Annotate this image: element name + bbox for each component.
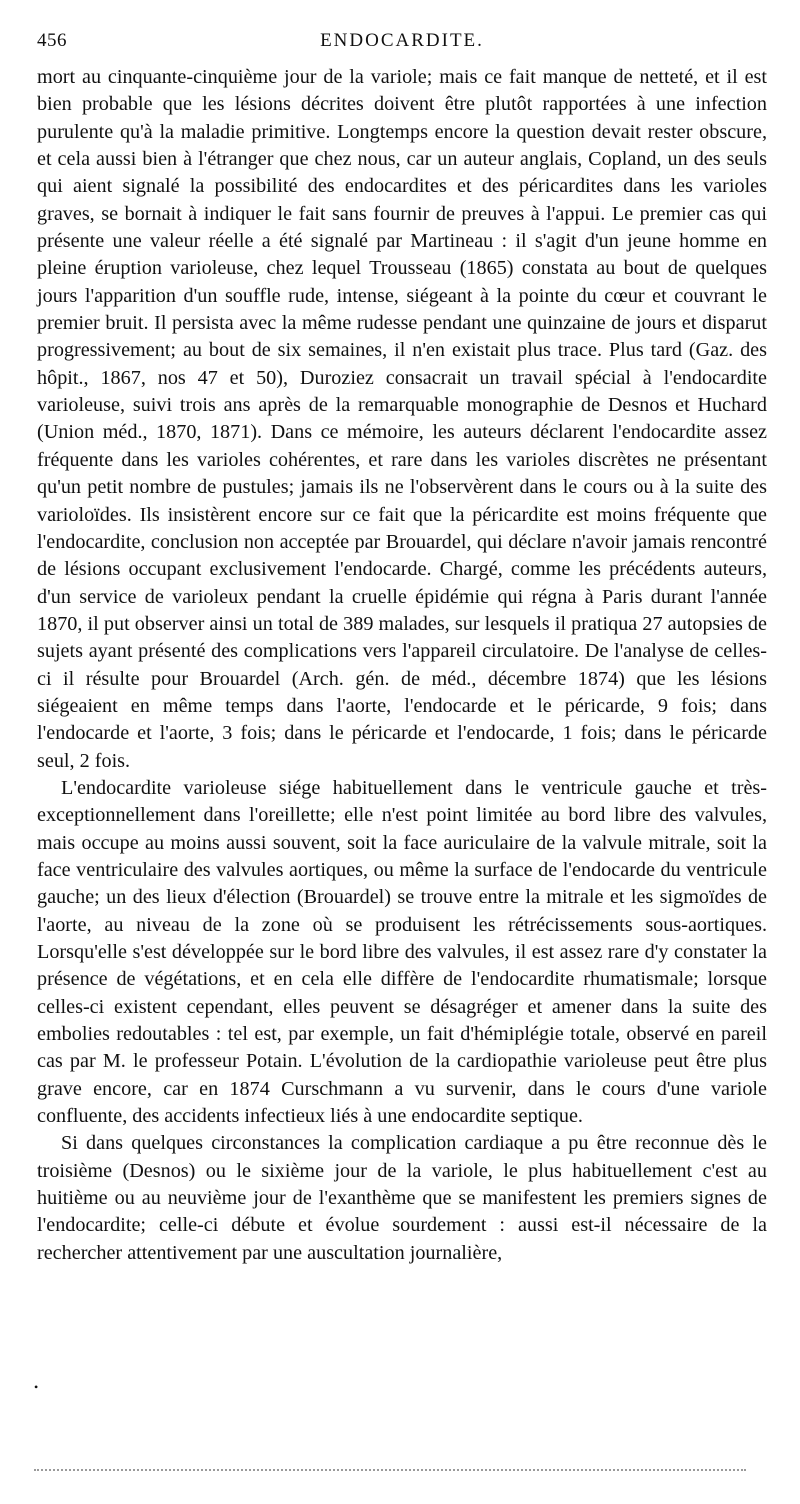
paragraph-2: L'endocardite varioleuse siége habituellement dans le ventricule gauche et très-exceptionnellement dans l'oreillette; elle n'est point limitée au bord libre des valvules, mais occupe au moins aussi souvent, soit la face auriculaire de la valvule mitrale, soit la face ventriculaire des valvules aortiques, ou même la surface de l'endocarde du ventricule gauche; un des lieux d'élection (Brouardel) se trouve entre la mitrale et les sigmoïdes de l'aorte, au niveau de la zone où se produisent les rétrécissements sous-aortiques. Lorsqu'elle s'est développée sur le bord libre des valvules, il est assez rare d'y constater la présence de végétations, et en cela elle diffère de l'endocardite rhumatismale; lorsque celles-ci existent cependant, elles peuvent se désagréger et amener dans la suite des embolies redoutables : tel est, par exemple, un fait d'hémiplégie totale, observé en pareil cas par M. le professeur Potain. L'évolution de la cardiopathie varioleuse peut être plus grave encore, car en 1874 Curschmann a vu survenir, dans le cours d'une variole confluente, des accidents infectieux liés à une endocardite septique. [37,776,767,1128]
running-title: ENDOCARDITE. [320,30,484,51]
stray-bullet-mark: • [34,1380,39,1394]
body-text [37,64,767,1267]
book-page [37,30,767,1267]
page-number: 456 [37,30,67,51]
paragraph-3: Si dans quelques circonstances la complication cardiaque a pu être reconnue dès le troisième (Desnos) ou le sixième jour de la variole, le plus habituellement c'est au huitième ou au neuvième jour de l'exanthème que se manifestent les premiers signes de l'endocardite; celle-ci débute et évolue sourdement : aussi est-il nécessaire de la rechercher attentivement par une auscultation journalière, [37,1132,767,1264]
paragraph-1: mort au cinquante-cinquième jour de la variole; mais ce fait manque de netteté, et il est bien probable que les lésions décrites doivent être plutôt rapportées à une infection purulente qu'à la maladie primitive. Longtemps encore la question devait rester obscure, et cela aussi bien à l'étranger que chez nous, car un auteur anglais, Copland, un des seuls qui aient signalé la possibilité des endocardites et des péricardites dans les varioles graves, se bornait à indiquer le fait sans fournir de preuves à l'appui. Le premier cas qui présente une valeur réelle a été signalé par Martineau : il s'agit d'un jeune homme en pleine éruption varioleuse, chez lequel Trousseau (1865) constata au bout de quelques jours l'apparition d'un souffle rude, intense, siégeant à la pointe du cœur et couvrant le premier bruit. Il persista avec la même rudesse pendant une quinzaine de jours et disparut progressivement; au bout de six semaines, il n'en existait plus trace. Plus tard (Gaz. des hôpit., 1867, nos 47 et 50), Duroziez consacrait un travail spécial à l'endocardite varioleuse, suivi trois ans après de la remarquable monographie de Desnos et Huchard (Union méd., 1870, 1871). Dans ce mémoire, les auteurs déclarent l'endocardite assez fréquente dans les varioles cohérentes, et rare dans les varioles discrètes ne présentant qu'un petit nombre de pustules; jamais ils ne l'observèrent dans le cours ou à la suite des varioloïdes. Ils insistèrent encore sur ce fait que la péricardite est moins fréquente que l'endocardite, conclusion non acceptée par Brouardel, qui déclare n'avoir jamais rencontré de lésions occupant exclusivement l'endocarde. Chargé, comme les précédents auteurs, d'un service de varioleux pendant la cruelle épidémie qui régna à Paris durant l'année 1870, il put observer ainsi un total de 389 malades, sur lesquels il pratiqua 27 autopsies de sujets ayant présenté des complications vers l'appareil circulatoire. De l'analyse de celles-ci il résulte pour Brouardel (Arch. gén. de méd., décembre 1874) que les lésions siégeaient en même temps dans l'aorte, l'endocarde et le péricarde, 9 fois; dans l'endocarde et l'aorte, 3 fois; dans le péricarde et l'endocarde, 1 fois; dans le péricarde seul, 2 fois. [37,66,767,772]
footer-dotted-rule [34,1469,746,1471]
page-header [37,30,767,58]
